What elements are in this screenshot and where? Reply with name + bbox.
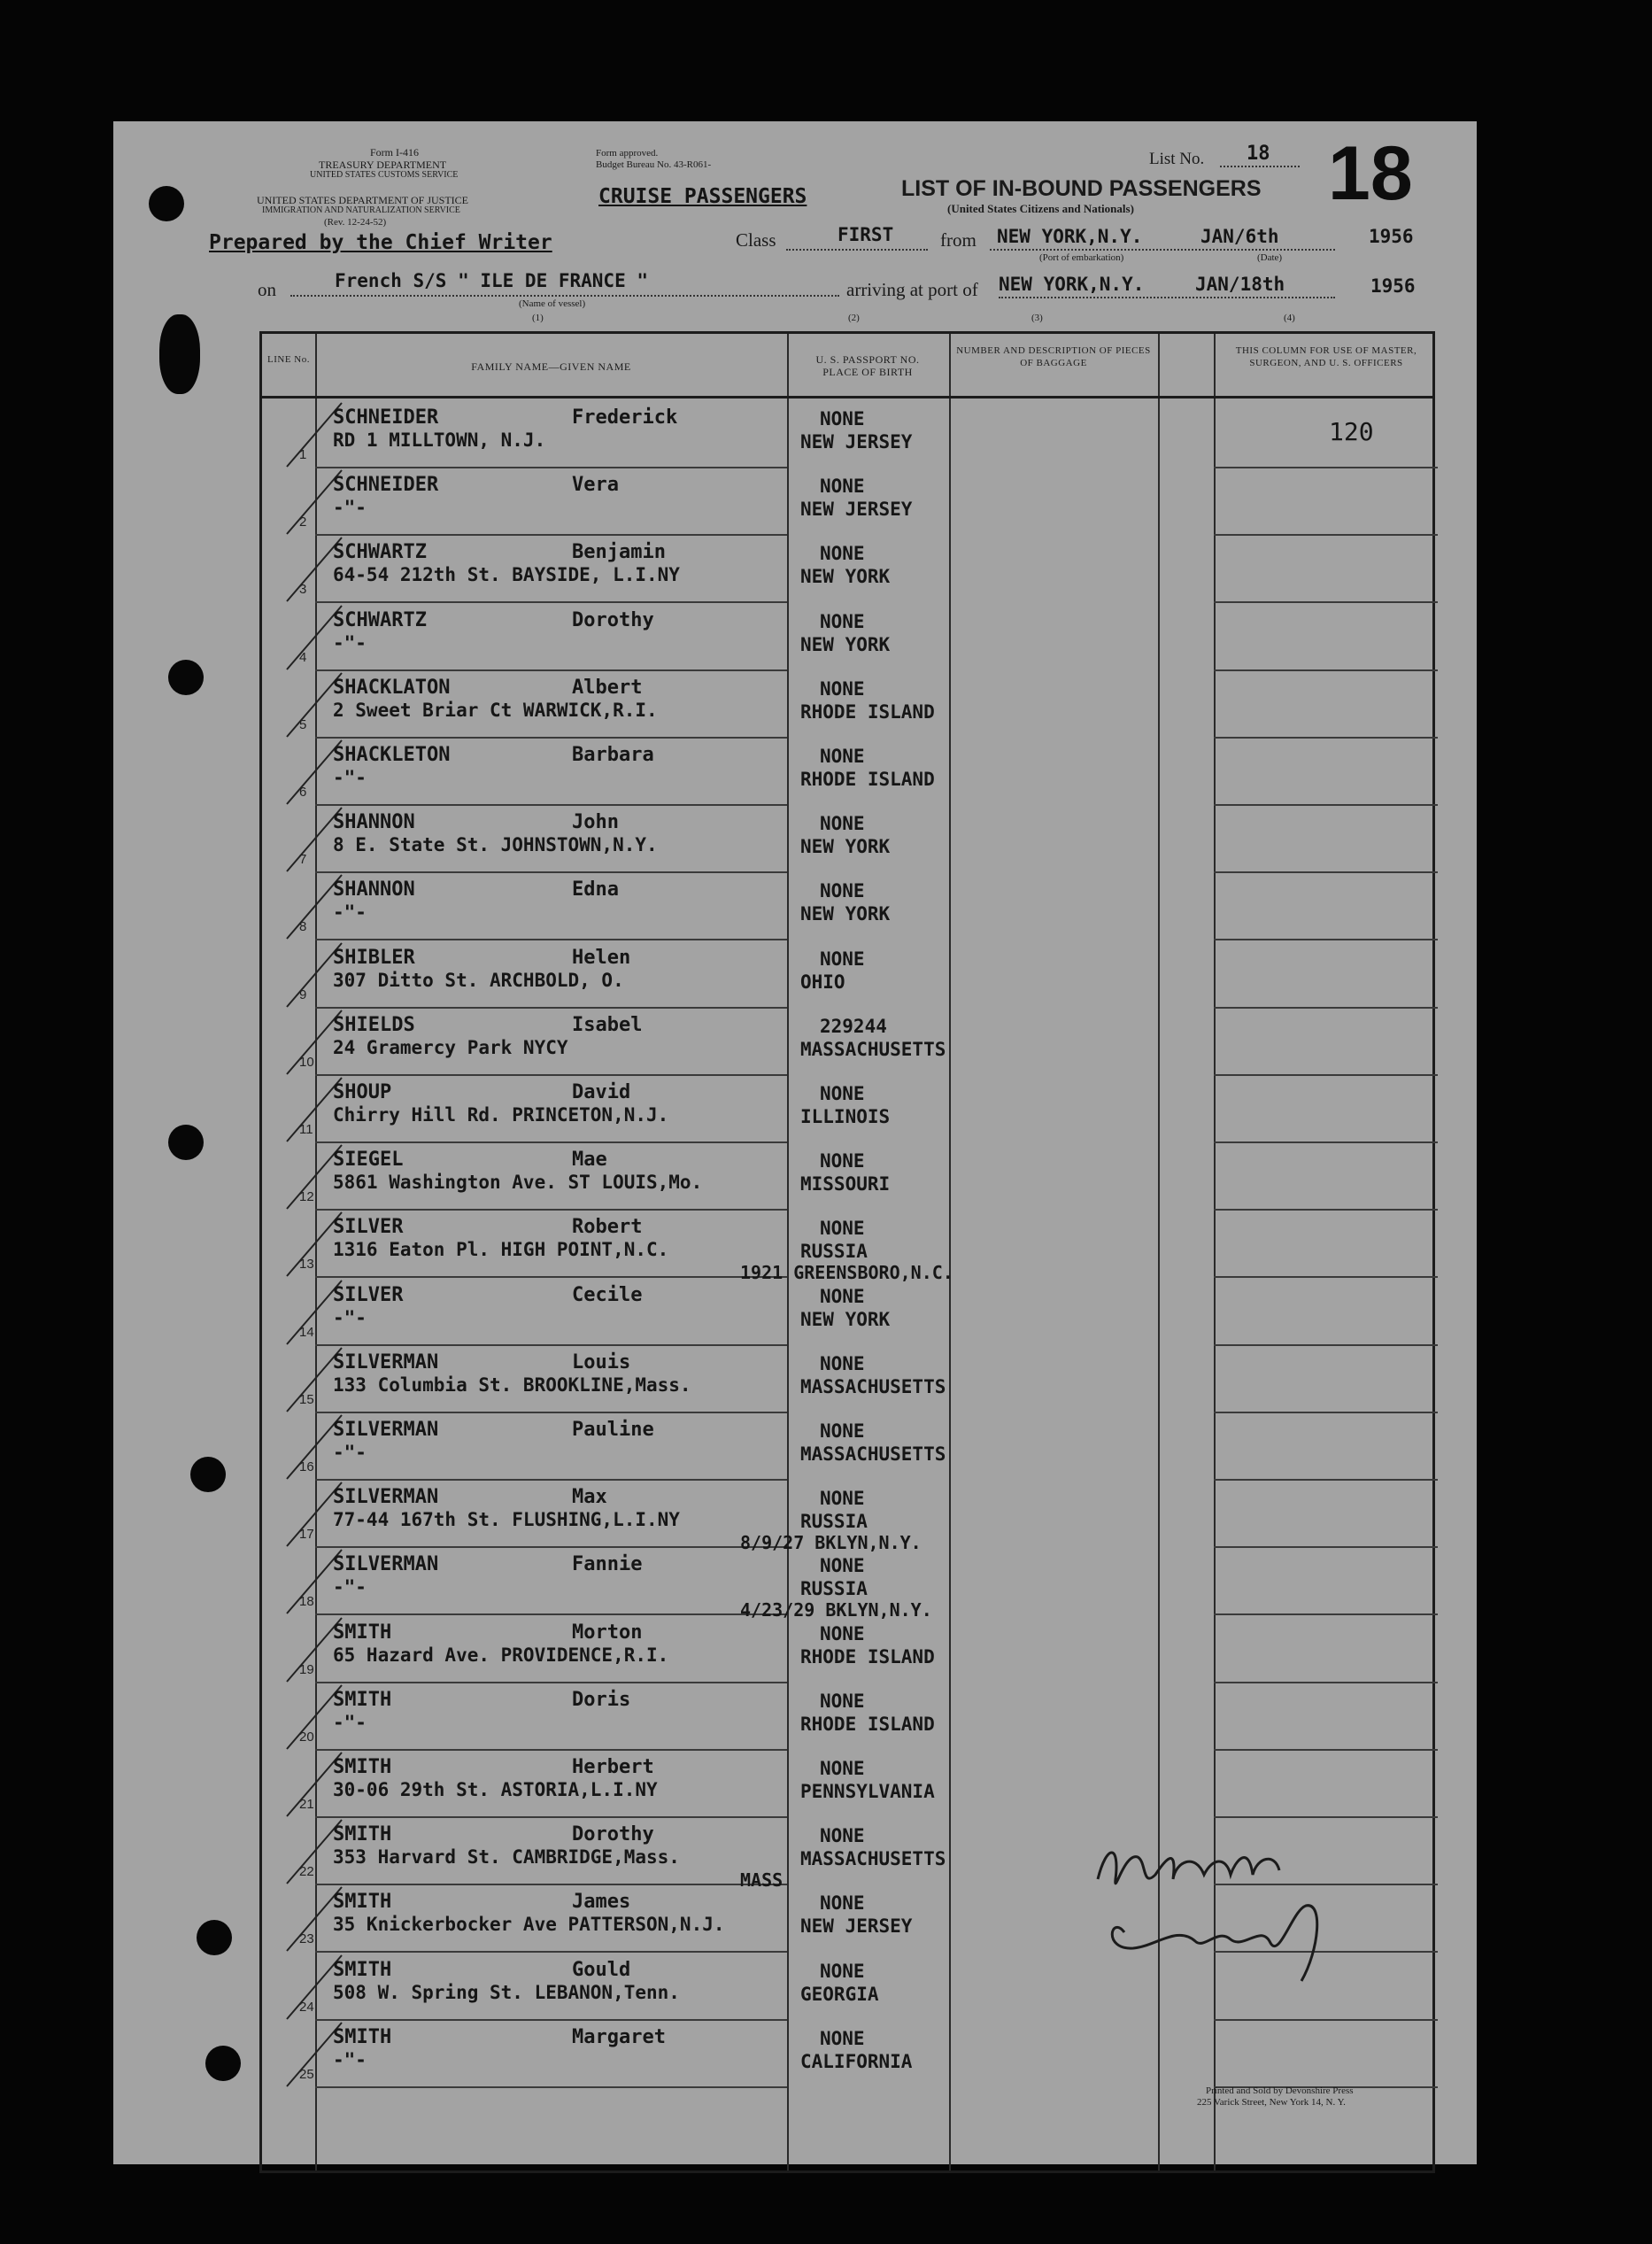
given-name: Vera (572, 474, 619, 497)
address: 65 Hazard Ave. PROVIDENCE,R.I. (333, 1644, 669, 1666)
signature-line1: Wm McGrath (1107, 1994, 1112, 1995)
col-num-1: (1) (532, 313, 544, 323)
family-name: SHOUP (333, 1081, 392, 1103)
family-name: SILVERMAN (333, 1553, 439, 1576)
family-name: SHIELDS (333, 1013, 415, 1036)
given-name: John (572, 811, 619, 834)
place-of-birth: RUSSIA (800, 1241, 868, 1263)
place-of-birth: MASSACHUSETTS (800, 1038, 946, 1060)
passport-no: 229244 (820, 1015, 887, 1037)
list-no-value: 18 (1247, 143, 1270, 165)
address: 2 Sweet Briar Ct WARWICK,R.I. (333, 699, 658, 721)
passport-no: NONE (820, 1622, 865, 1644)
place-of-birth: NEW YORK (800, 903, 891, 925)
form-approved: Form approved. (596, 148, 659, 159)
place-of-birth: NEW JERSEY (800, 431, 913, 453)
place-of-birth: NEW JERSEY (800, 499, 913, 521)
table-row (262, 1685, 1432, 1753)
given-name: Herbert (572, 1756, 654, 1778)
family-name: SHIBLER (333, 946, 415, 969)
passport-no: NONE (820, 1825, 865, 1847)
arriving-port: NEW YORK,N.Y. (999, 274, 1145, 295)
prepared-by: Prepared by the Chief Writer (209, 231, 552, 254)
given-name: Robert (572, 1216, 643, 1239)
passport-no: NONE (820, 1488, 865, 1510)
printer-address: 225 Varick Street, New York 14, N. Y. (1197, 2097, 1346, 2108)
address: 30-06 29th St. ASTORIA,L.I.NY (333, 1779, 658, 1800)
justice-dept: UNITED STATES DEPARTMENT OF JUSTICE (257, 194, 469, 206)
revision: (Rev. 12-24-52) (324, 217, 387, 228)
line-number: 6 (299, 785, 307, 800)
embarkation-year: 1956 (1369, 226, 1414, 247)
place-of-birth: ILLINOIS (800, 1106, 891, 1127)
line-number: 3 (299, 582, 307, 598)
passport-no: NONE (820, 1150, 865, 1172)
passport-no: NONE (820, 1352, 865, 1374)
family-name: SILVER (333, 1283, 404, 1306)
line-number: 18 (299, 1594, 314, 1610)
vessel-caption: (Name of vessel) (519, 298, 586, 309)
table-row (262, 1415, 1432, 1482)
given-name: Barbara (572, 744, 654, 766)
address: 133 Columbia St. BROOKLINE,Mass. (333, 1373, 691, 1396)
passport-no: NONE (820, 948, 865, 970)
address: -"- (333, 631, 367, 654)
family-name: SILVERMAN (333, 1419, 439, 1441)
table-row (262, 1482, 1432, 1554)
given-name: Louis (572, 1350, 631, 1373)
address: -"- (333, 767, 367, 788)
address: 8 E. State St. JOHNSTOWN,N.Y. (333, 834, 658, 856)
customs-service: UNITED STATES CUSTOMS SERVICE (310, 170, 459, 180)
ins-service: IMMIGRATION AND NATURALIZATION SERVICE (262, 205, 460, 215)
passport-no: NONE (820, 408, 865, 429)
line-number: 25 (299, 2066, 314, 2082)
table-row (262, 1078, 1432, 1145)
col-num-4: (4) (1284, 313, 1295, 323)
given-name: Max (572, 1486, 607, 1509)
class-label: Class (736, 229, 776, 251)
address: 307 Ditto St. ARCHBOLD, O. (333, 969, 624, 991)
header-line-no: LINE No. (267, 354, 310, 365)
table-row (262, 1348, 1432, 1415)
passport-no: NONE (820, 1960, 865, 1982)
header-passport: U. S. PASSPORT NO. PLACE OF BIRTH (815, 353, 920, 378)
address: 77-44 167th St. FLUSHING,L.I.NY (333, 1509, 680, 1531)
given-name: Dorothy (572, 1823, 654, 1846)
class-value: FIRST (838, 224, 894, 245)
family-name: SCHWARTZ (333, 541, 427, 564)
passport-no: NONE (820, 1555, 865, 1577)
place-of-birth: CALIFORNIA (800, 2050, 913, 2072)
passport-no: NONE (820, 2027, 865, 2049)
line-number: 13 (299, 1257, 314, 1273)
line-number: 8 (299, 919, 307, 935)
line-number: 19 (299, 1661, 314, 1677)
family-name: SILVER (333, 1216, 404, 1239)
family-name: SILVERMAN (333, 1350, 439, 1373)
form-sheet (113, 121, 1477, 2164)
birth-note: 8/9/27 BKLYN,N.Y. (740, 1532, 922, 1554)
family-name: SIEGEL (333, 1149, 404, 1172)
line-number: 2 (299, 515, 307, 530)
line-number: 11 (299, 1122, 313, 1137)
family-name: SCHNEIDER (333, 406, 439, 429)
family-name: SMITH (333, 1688, 392, 1711)
birth-note: 4/23/29 BKLYN,N.Y. (740, 1599, 932, 1621)
given-name: Albert (572, 676, 643, 699)
inspector-signature (1071, 1826, 1363, 2003)
arriving-year: 1956 (1370, 275, 1416, 297)
family-name: SCHWARTZ (333, 608, 427, 631)
table-row (262, 1212, 1432, 1284)
passport-no: NONE (820, 1690, 865, 1712)
table-row (262, 1753, 1432, 1820)
place-of-birth: RUSSIA (800, 1578, 868, 1600)
family-name: SILVERMAN (333, 1486, 439, 1509)
place-of-birth: RUSSIA (800, 1511, 868, 1533)
line-number: 9 (299, 987, 307, 1002)
table-row (262, 538, 1432, 605)
given-name: Morton (572, 1621, 643, 1644)
passport-no: NONE (820, 1420, 865, 1442)
address: -"- (333, 1711, 367, 1733)
given-name: Isabel (572, 1013, 643, 1036)
table-row (262, 470, 1432, 538)
family-name: SMITH (333, 1891, 392, 1914)
signature-line2: Chief Insp (1107, 1999, 1111, 2000)
passport-no: NONE (820, 543, 865, 565)
line-number: 7 (299, 852, 307, 868)
table-row (262, 1145, 1432, 1212)
address: -"- (333, 1306, 367, 1328)
given-name: Doris (572, 1688, 631, 1711)
given-name: Benjamin (572, 541, 666, 564)
given-name: Fannie (572, 1553, 643, 1576)
given-name: Dorothy (572, 608, 654, 631)
place-of-birth: OHIO (800, 971, 845, 993)
table-row (262, 1010, 1432, 1078)
place-of-birth: NEW YORK (800, 633, 891, 655)
table-row (262, 808, 1432, 875)
family-name: SMITH (333, 2025, 392, 2048)
col-num-2: (2) (848, 313, 860, 323)
line-number: 5 (299, 716, 307, 732)
passport-no: NONE (820, 610, 865, 632)
line-number: 10 (299, 1054, 314, 1070)
header-baggage: NUMBER AND DESCRIPTION OF PIECES OF BAGGAGE (956, 345, 1151, 368)
form-subtitle: (United States Citizens and Nationals) (947, 202, 1134, 215)
large-list-number: 18 (1328, 131, 1413, 216)
line-number: 1 (299, 447, 307, 462)
embarkation-date: JAN/6th (1200, 226, 1279, 247)
place-of-birth: NEW YORK (800, 1308, 891, 1330)
passport-no: NONE (820, 1758, 865, 1779)
binder-hole (159, 314, 200, 394)
address: RD 1 MILLTOWN, N.J. (333, 429, 546, 451)
port-embarkation: NEW YORK,N.Y. (997, 226, 1143, 247)
place-of-birth: MASSACHUSETTS (800, 1848, 946, 1870)
line-number: 16 (299, 1459, 314, 1474)
given-name: David (572, 1081, 631, 1103)
col-num-3: (3) (1031, 313, 1043, 323)
binder-hole (190, 1457, 226, 1492)
place-of-birth: GEORGIA (800, 1983, 879, 2005)
date-caption: (Date) (1257, 252, 1283, 263)
place-of-birth: MASSACHUSETTS (800, 1375, 946, 1397)
family-name: SHANNON (333, 878, 415, 901)
address: 5861 Washington Ave. ST LOUIS,Mo. (333, 1172, 703, 1194)
port-emb-caption: (Port of embarkation) (1039, 252, 1124, 263)
budget-bureau: Budget Bureau No. 43-R061- (596, 159, 712, 170)
place-of-birth: RHODE ISLAND (800, 700, 935, 723)
binder-hole (149, 186, 184, 221)
address: 24 Gramercy Park NYCY (333, 1036, 568, 1058)
family-name: SMITH (333, 1621, 392, 1644)
table-row (262, 1550, 1432, 1621)
family-name: SHACKLETON (333, 744, 451, 766)
given-name: Helen (572, 946, 631, 969)
place-of-birth: RHODE ISLAND (800, 1645, 935, 1668)
address: -"- (333, 497, 367, 519)
address: 35 Knickerbocker Ave PATTERSON,N.J. (333, 1914, 725, 1936)
address: Chirry Hill Rd. PRINCETON,N.J. (333, 1104, 669, 1126)
arriving-date: JAN/18th (1195, 274, 1285, 295)
from-label: from (940, 229, 977, 251)
given-name: Pauline (572, 1419, 654, 1441)
place-of-birth: NEW YORK (800, 836, 891, 858)
place-of-birth: MISSOURI (800, 1173, 891, 1196)
birth-note: MASS (740, 1869, 784, 1892)
line-number: 4 (299, 649, 307, 665)
passport-no: NONE (820, 746, 865, 767)
header-name: FAMILY NAME—GIVEN NAME (471, 360, 631, 373)
address: -"- (333, 2048, 367, 2070)
on-label: on (258, 279, 276, 300)
address: -"- (333, 901, 367, 924)
passport-no: NONE (820, 880, 865, 902)
vessel-name: French S/S " ILE DE FRANCE " (335, 270, 649, 291)
place-of-birth: MASSACHUSETTS (800, 1443, 946, 1465)
family-name: SMITH (333, 1823, 392, 1846)
binder-hole (168, 660, 204, 695)
line-number: 24 (299, 1999, 314, 2015)
address: -"- (333, 1576, 367, 1598)
place-of-birth: RHODE ISLAND (800, 769, 935, 790)
family-name: SMITH (333, 1756, 392, 1778)
form-number: Form I-416 (370, 146, 419, 159)
family-name: SMITH (333, 1958, 392, 1981)
passport-no: NONE (820, 1218, 865, 1240)
table-row (262, 740, 1432, 808)
passport-no: NONE (820, 1285, 865, 1307)
table-row (262, 1281, 1432, 1348)
table-row (262, 1618, 1432, 1685)
passport-no: NONE (820, 813, 865, 835)
treasury-dept: TREASURY DEPARTMENT (319, 159, 447, 171)
binder-hole (197, 1920, 232, 1955)
line-number: 20 (299, 1729, 314, 1745)
family-name: SHANNON (333, 811, 415, 834)
passport-no: NONE (820, 677, 865, 700)
place-of-birth: NEW JERSEY (800, 1915, 913, 1938)
address: 353 Harvard St. CAMBRIDGE,Mass. (333, 1846, 680, 1869)
line-number: 14 (299, 1324, 314, 1340)
address: 64-54 212th St. BAYSIDE, L.I.NY (333, 564, 680, 586)
given-name: Gould (572, 1958, 631, 1981)
table-row (262, 673, 1432, 740)
line-number: 12 (299, 1189, 314, 1205)
passport-no: NONE (820, 1083, 865, 1104)
list-no-label: List No. (1149, 150, 1205, 168)
binder-hole (205, 2046, 241, 2081)
header-officers: THIS COLUMN FOR USE OF MASTER, SURGEON, AND U. S. OFFICERS (1235, 345, 1417, 368)
family-name: SHACKLATON (333, 676, 451, 699)
table-row (262, 875, 1432, 942)
passport-no: NONE (820, 1892, 865, 1915)
given-name: James (572, 1891, 631, 1914)
given-name: Mae (572, 1149, 607, 1172)
table-row (262, 2023, 1432, 2090)
line-number: 22 (299, 1864, 314, 1880)
officer-note: 120 (1329, 417, 1374, 446)
given-name: Edna (572, 878, 619, 901)
line-number: 15 (299, 1391, 314, 1407)
passport-no: NONE (820, 476, 865, 498)
cruise-passengers-stamp: CRUISE PASSENGERS (598, 185, 807, 208)
arriving-label: arriving at port of (846, 279, 978, 300)
address: 1316 Eaton Pl. HIGH POINT,N.C. (333, 1239, 669, 1261)
line-number: 23 (299, 1931, 314, 1947)
place-of-birth: NEW YORK (800, 566, 891, 588)
birth-note: 1921 GREENSBORO,N.C. (740, 1262, 953, 1284)
line-number: 17 (299, 1527, 314, 1543)
binder-hole (168, 1125, 204, 1160)
place-of-birth: PENNSYLVANIA (800, 1781, 935, 1802)
table-row (262, 403, 1432, 470)
line-number: 21 (299, 1797, 314, 1812)
address: 508 W. Spring St. LEBANON,Tenn. (333, 1981, 680, 2003)
address: -"- (333, 1442, 367, 1463)
given-name: Cecile (572, 1283, 643, 1306)
family-name: SCHNEIDER (333, 474, 439, 497)
form-title: LIST OF IN-BOUND PASSENGERS (901, 176, 1262, 201)
given-name: Margaret (572, 2025, 666, 2048)
table-row (262, 943, 1432, 1010)
place-of-birth: RHODE ISLAND (800, 1713, 935, 1735)
printer-note: Printed and Sold by Devonshire Press (1206, 2085, 1354, 2096)
table-row (262, 606, 1432, 673)
given-name: Frederick (572, 406, 678, 429)
